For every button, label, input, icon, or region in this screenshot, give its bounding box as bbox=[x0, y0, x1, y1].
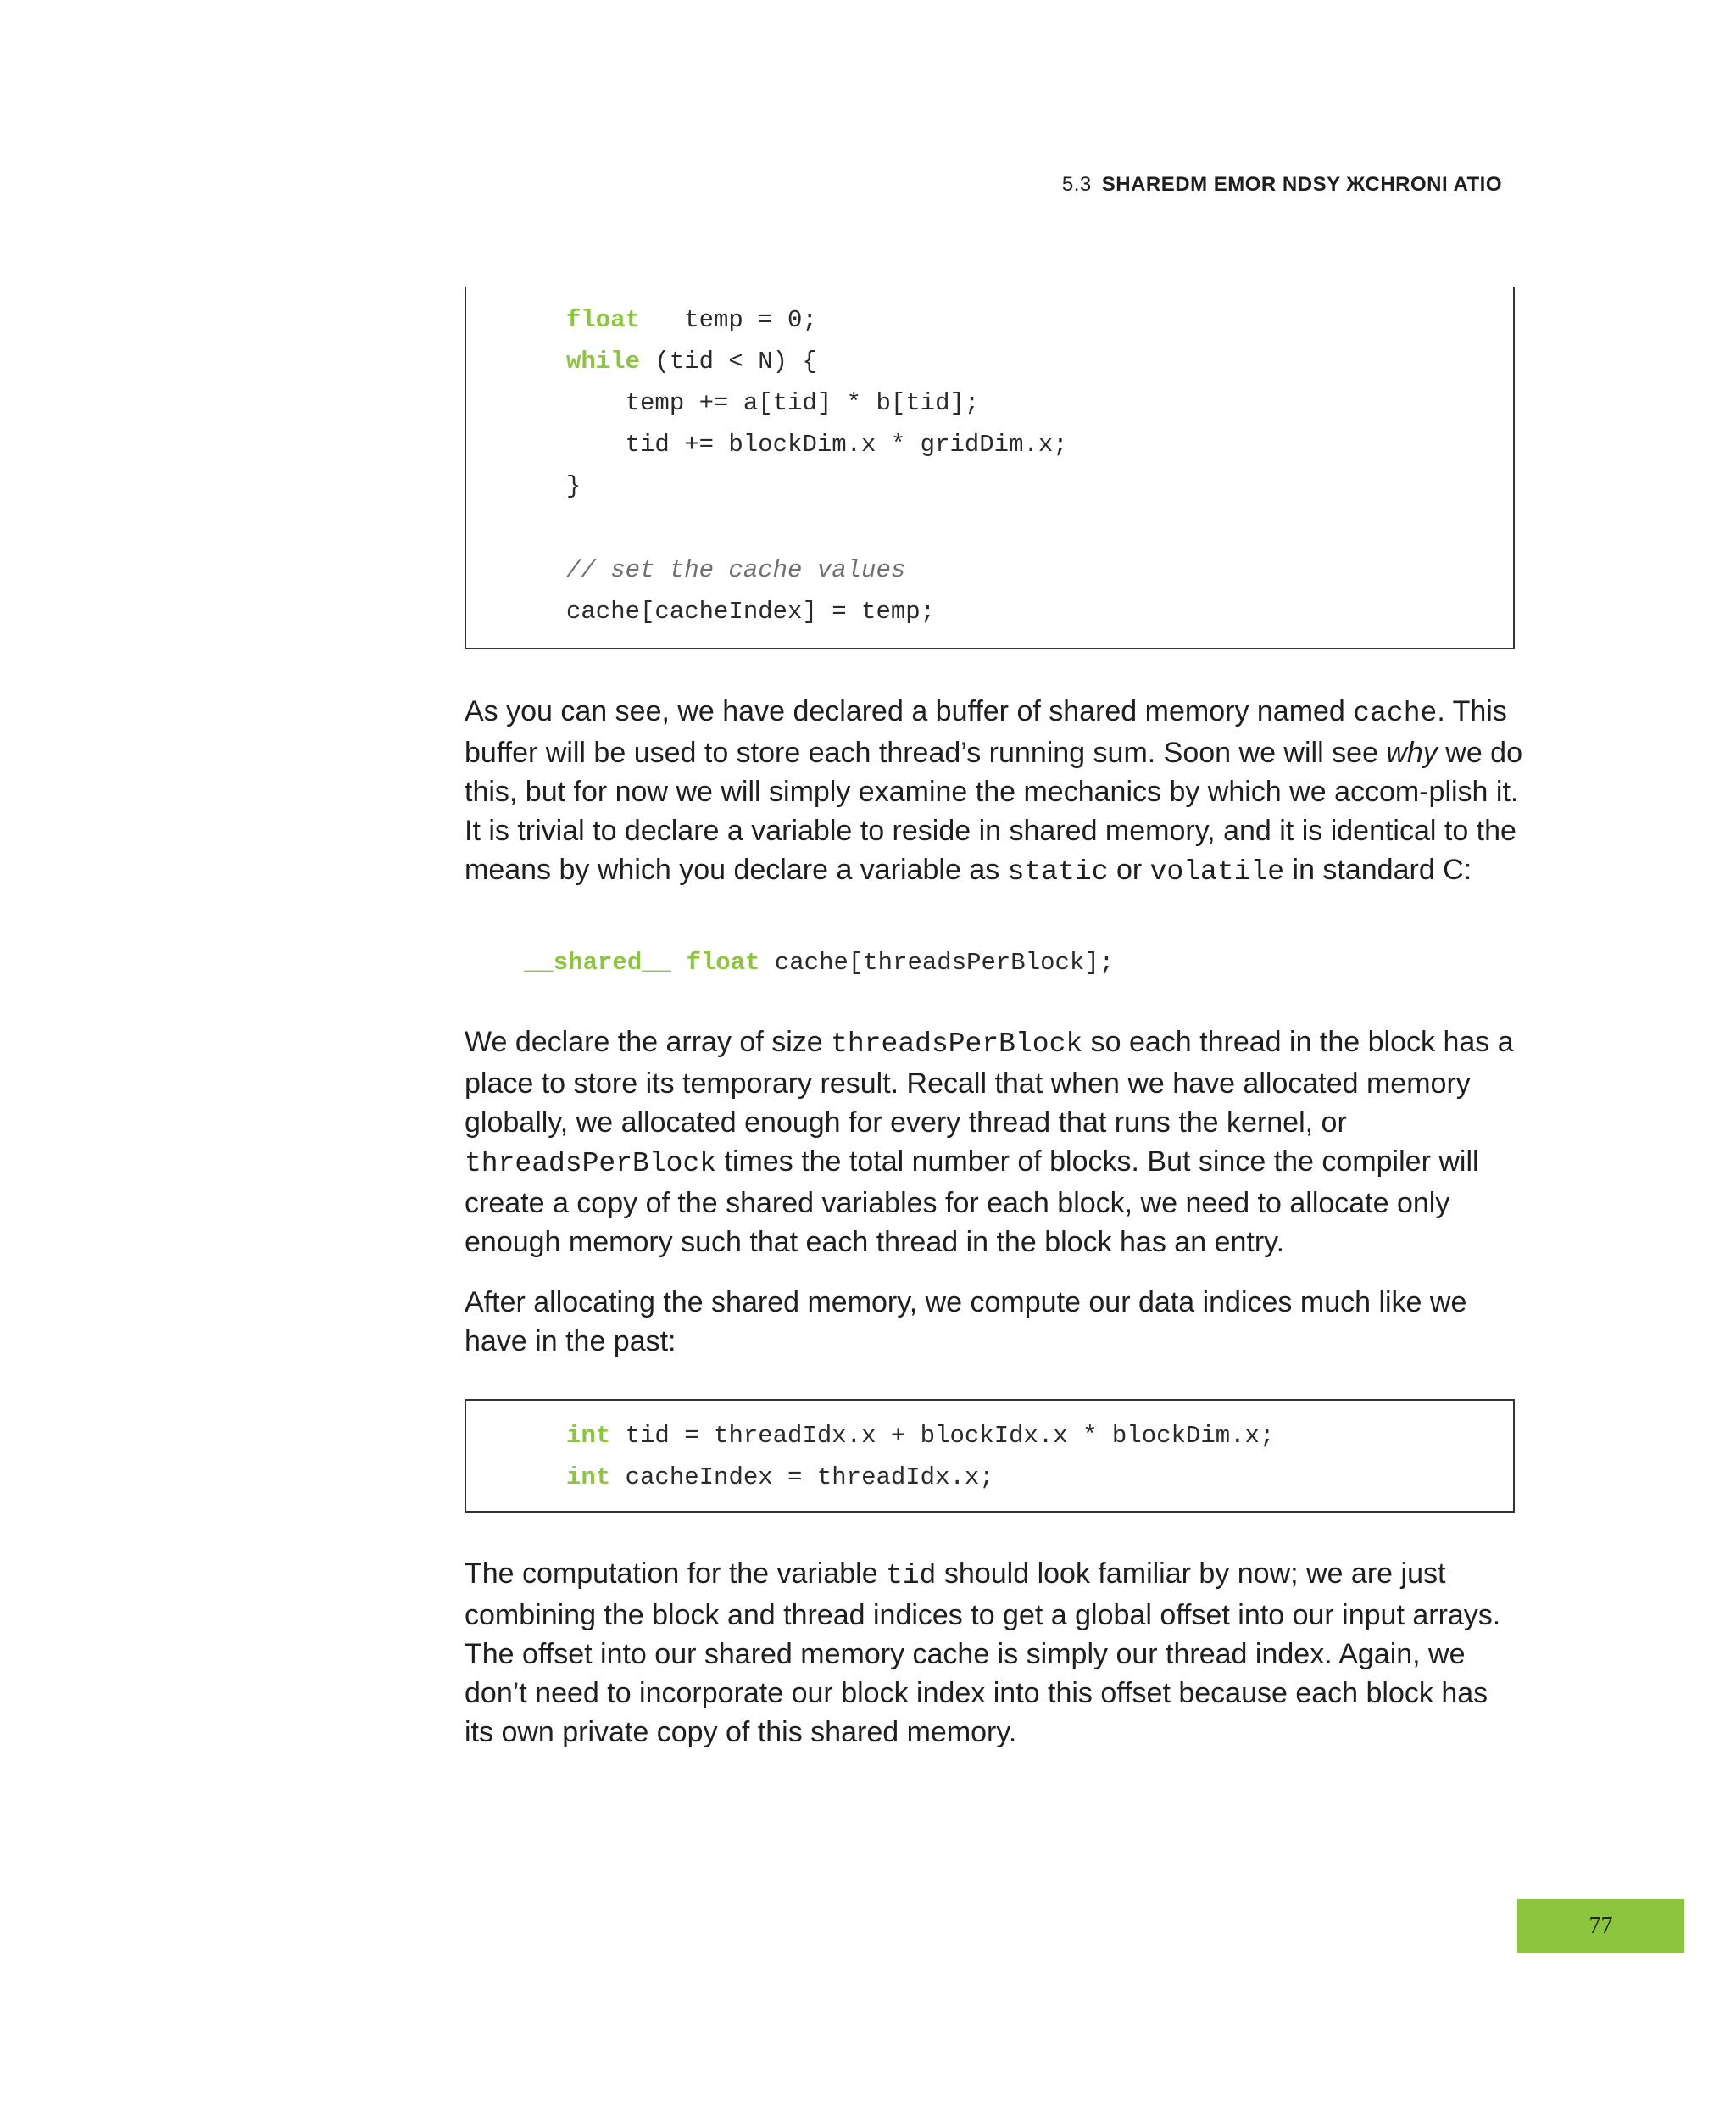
paragraph-tid-explanation: The computation for the variable tid should look familiar by now; we are just combining the block and thread indices to get a global offset into our input arrays. The offset into our shared memory cache is simply our thread index. Again, we don’t need to incorporate our block index into this offset because each block has its own private copy of this shared memory. bbox=[465, 1557, 1501, 1748]
code-block-2 bbox=[465, 1399, 1515, 1513]
code-comment: // set the cache values bbox=[566, 556, 906, 584]
code-line: float temp = 0; bbox=[566, 306, 817, 334]
paragraph-shared-buffer: As you can see, we have declared a buffer of shared memory named cache. This buffer will be used to store each thread’s running sum. Soon we will see why we do this, but for now we will simply examine the mechanics by which we accom-plish it. It is trivial to declare a variable to reside in shared memory, and it is identical to the means by which you declare a variable as static or volatile in standard C: bbox=[465, 695, 1523, 888]
section-title: SHAREDM EMOR NDSY ЖCHRONI ATIO bbox=[1101, 173, 1502, 196]
code-block-1 bbox=[465, 287, 1515, 649]
running-header bbox=[932, 173, 1502, 197]
code-line: cache[cacheIndex] = temp; bbox=[566, 598, 936, 626]
page-number: 77 bbox=[1589, 1912, 1613, 1939]
code-line: temp += a[tid] * b[tid]; bbox=[566, 389, 980, 417]
code-line: } bbox=[566, 472, 581, 500]
shared-declaration: __shared__ float cache[threadsPerBlock]; bbox=[524, 949, 1115, 977]
code-line: tid += blockDim.x * gridDim.x; bbox=[566, 431, 1068, 459]
page-number-tab bbox=[1517, 1899, 1684, 1953]
paragraph-array-size: We declare the array of size threadsPerBlock so each thread in the block has a place to store its temporary result. Recall that when we have allocated memory globally, we allocated enough for every thread that runs the kernel, or threadsPerBlock times the total number of blocks. But since the compiler will create a copy of the shared variables for each block, we need to allocate only enough memory such that each thread in the block has an entry. bbox=[465, 1026, 1514, 1258]
code-line: int cacheIndex = threadIdx.x; bbox=[566, 1463, 994, 1491]
section-number: 5.3 bbox=[1061, 173, 1092, 196]
code-line: int tid = threadIdx.x + blockIdx.x * blockDim.x; bbox=[566, 1422, 1275, 1450]
paragraph-data-indices: After allocating the shared memory, we compute our data indices much like we have in the past: bbox=[465, 1286, 1467, 1357]
code-line: while (tid < N) { bbox=[566, 348, 817, 376]
